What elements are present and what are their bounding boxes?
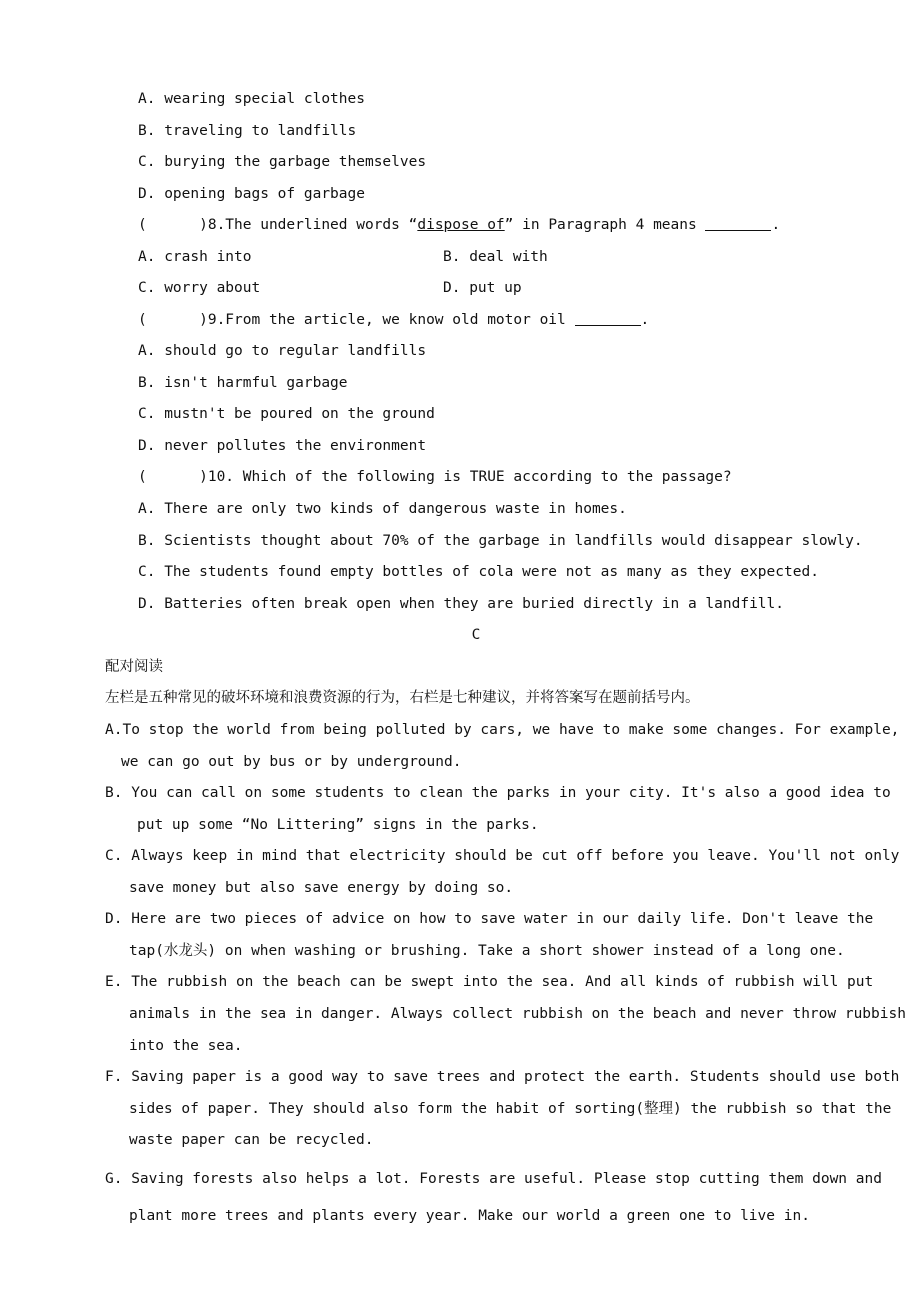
q9-option-a: A. should go to regular landfills [138,343,427,359]
q8-option-b: B. deal with [443,249,548,265]
q9-option-b: B. isn't harmful garbage [138,375,348,391]
answer-blank [705,216,771,231]
paragraph-b-line2: put up some “No Littering” signs in the parks. [137,817,539,833]
paragraph-b-line1: B. You can call on some students to clean the parks in your city. It's also a good idea to [105,785,891,801]
q10-option-b: B. Scientists thought about 70% of the garbage in landfills would disappear slowly. [138,533,863,549]
q8-underlined-words: dispose of [417,217,505,233]
q7-option-c: C. burying the garbage themselves [138,154,427,170]
paragraph-f-line3: waste paper can be recycled. [129,1132,374,1148]
paragraph-f-line2: sides of paper. They should also form the habit of sorting(整理) the rubbish so that the [129,1101,892,1117]
q9-stem-end: . [640,312,650,328]
q9-option-d: D. never pollutes the environment [138,438,427,454]
paragraph-g-line1: G. Saving forests also helps a lot. Forests are useful. Please stop cutting them down and [105,1171,882,1187]
paragraph-d-line1: D. Here are two pieces of advice on how to save water in our daily life. Don't leave the [105,911,874,927]
q8-option-a: A. crash into [138,249,252,265]
q8-option-d: D. put up [443,280,522,296]
section-letter: C [471,627,481,643]
q8-stem-pre: ( )8.The underlined words “ [138,217,418,233]
paragraph-e-line3: into the sea. [129,1038,243,1054]
q10-option-a: A. There are only two kinds of dangerous waste in homes. [138,501,627,517]
q8-option-c: C. worry about [138,280,261,296]
answer-blank [575,311,641,326]
q7-option-d: D. opening bags of garbage [138,186,365,202]
q8-stem [138,215,780,235]
q9-option-c: C. mustn't be poured on the ground [138,406,435,422]
paragraph-e-line2: animals in the sea in danger. Always collect rubbish on the beach and never throw rubbish [129,1006,906,1022]
q9-stem-text: ( )9.From the article, we know old motor oil [138,312,575,328]
paragraph-a-line1: A.To stop the world from being polluted by cars, we have to make some changes. For example, [105,722,900,738]
q8-stem-end: . [771,217,781,233]
paragraph-g-line2: plant more trees and plants every year. Make our world a green one to live in. [129,1208,810,1224]
paragraph-d-line2: tap(水龙头) on when washing or brushing. Take a short shower instead of a long one. [129,943,845,959]
paragraph-e-line1: E. The rubbish on the beach can be swept into the sea. And all kinds of rubbish will put [105,974,874,990]
q7-option-b: B. traveling to landfills [138,123,357,139]
q10-option-d: D. Batteries often break open when they are buried directly in a landfill. [138,596,785,612]
paragraph-c-line2: save money but also save energy by doing so. [129,880,514,896]
q9-stem [138,310,649,330]
paragraph-a-line2: we can go out by bus or by underground. [121,754,462,770]
q8-stem-post: ” in Paragraph 4 means [504,217,706,233]
paragraph-f-line1: F. Saving paper is a good way to save trees and protect the earth. Students should use both [105,1069,900,1085]
section-heading: 配对阅读 [105,659,163,675]
q10-stem: ( )10. Which of the following is TRUE according to the passage? [138,469,732,485]
paragraph-c-line1: C. Always keep in mind that electricity should be cut off before you leave. You'll not only [105,848,900,864]
q7-option-a: A. wearing special clothes [138,91,365,107]
section-instruction: 左栏是五种常见的破坏环境和浪费资源的行为，右栏是七种建议，并将答案写在题前括号内。 [105,690,700,706]
q10-option-c: C. The students found empty bottles of cola were not as many as they expected. [138,564,819,580]
